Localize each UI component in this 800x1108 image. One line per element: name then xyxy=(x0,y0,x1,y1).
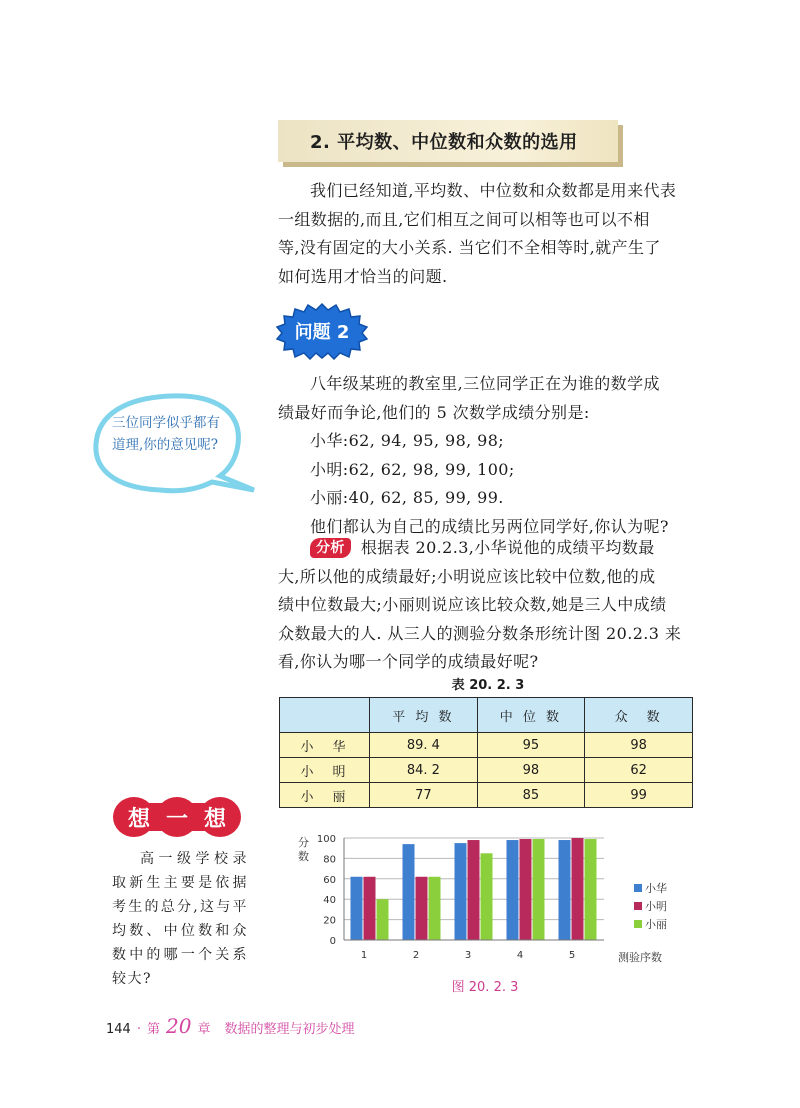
think-title-char: 想 xyxy=(127,806,150,832)
think-text xyxy=(112,847,248,991)
chart-bar xyxy=(429,877,441,940)
chapter-number: 20 xyxy=(165,1014,192,1038)
problem-text xyxy=(278,370,698,541)
bubble-text: 三位同学似乎都有道理,你的意见呢? xyxy=(112,415,220,453)
analysis-paragraph xyxy=(278,534,698,677)
chart-legend-swatch xyxy=(634,920,642,928)
problem-line: 八年级某班的教室里,三位同学正在为谁的数学成 xyxy=(310,374,660,393)
chart-x-tick-label: 2 xyxy=(412,950,420,961)
table-header-cell: 众 数 xyxy=(585,698,693,733)
think-title-char: 想 xyxy=(203,806,226,832)
table-row xyxy=(280,733,693,758)
analysis-line: 看,你认为哪一个同学的成绩最好呢? xyxy=(278,652,539,671)
table-cell: 95 xyxy=(477,733,585,758)
problem-line: 他们都认为自己的成绩比另两位同学好,你认为呢? xyxy=(310,516,669,536)
table-header-cell: 平 均 数 xyxy=(370,698,478,733)
table-cell: 小 丽 xyxy=(280,783,370,808)
intro-line: 等,没有固定的大小关系. 当它们不全相等时,就产生了 xyxy=(278,238,661,257)
chart-bar xyxy=(585,839,597,940)
chart-bar xyxy=(468,840,480,940)
score-line-xiaoming: 小明:62, 62, 98, 99, 100; xyxy=(310,459,515,479)
think-title-text xyxy=(112,795,242,839)
chapter-title: 数据的整理与初步处理 xyxy=(224,1022,355,1037)
chart-y-tick-label: 40 xyxy=(323,895,336,907)
chart-y-tick-label: 20 xyxy=(323,915,336,927)
chart-legend xyxy=(634,881,667,931)
chart-y-tick-label: 80 xyxy=(323,854,336,866)
chart-bar xyxy=(416,877,428,940)
table-cell: 77 xyxy=(370,783,478,808)
table-cell: 98 xyxy=(477,758,585,783)
table-row xyxy=(280,783,693,808)
table-header-cell xyxy=(280,698,370,733)
chart-legend-swatch xyxy=(634,884,642,892)
statistics-table xyxy=(279,697,693,808)
score-line-xiaohua: 小华:62, 94, 95, 98, 98; xyxy=(310,431,505,450)
chart-legend-label: 小华 xyxy=(645,882,667,895)
chart-bar xyxy=(507,840,519,940)
section-heading xyxy=(278,120,618,162)
chart-y-tick-label: 100 xyxy=(316,834,336,845)
intro-line: 我们已经知道,平均数、中位数和众数都是用来代表 xyxy=(310,181,677,200)
table-cell: 85 xyxy=(477,783,585,808)
chart-bar xyxy=(572,838,584,940)
chart-bar xyxy=(364,877,376,940)
table-row xyxy=(280,758,693,783)
table-cell: 小 明 xyxy=(280,758,370,783)
chart-bar xyxy=(533,839,545,940)
problem-badge-label: 问题 2 xyxy=(294,322,350,343)
analysis-tag: 分析 xyxy=(310,538,351,558)
score-line-xiaoli: 小丽:40, 62, 85, 99, 99. xyxy=(310,488,504,507)
problem-line: 绩最好而争论,他们的 5 次数学成绩分别是: xyxy=(278,402,590,422)
table-cell: 62 xyxy=(585,758,693,783)
intro-line: 一组数据的,而且,它们相互之间可以相等也可以不相 xyxy=(278,209,650,229)
analysis-line: 大,所以他的成绩最好;小明说应该比较中位数,他的成 xyxy=(278,566,656,586)
table-cell: 99 xyxy=(585,783,693,808)
bar-chart xyxy=(292,826,692,972)
table-cell: 98 xyxy=(585,733,693,758)
think-text-body: 高一级学校录取新生主要是依据考生的总分,这与平均数、中位数和众数中的哪一个关系较大? xyxy=(112,851,248,987)
section-heading-text: 2. 平均数、中位数和众数的选用 xyxy=(310,132,578,153)
chart-bars xyxy=(351,838,597,940)
chart-bar xyxy=(351,877,363,940)
analysis-first-line xyxy=(278,534,698,563)
chart-legend-label: 小丽 xyxy=(645,918,667,931)
think-title xyxy=(112,795,242,839)
chart-bar xyxy=(455,843,467,940)
chart-x-tick-label: 4 xyxy=(516,950,524,961)
page-footer xyxy=(106,1014,354,1038)
chart-legend-label: 小明 xyxy=(645,900,667,913)
footer-dot: · xyxy=(136,1022,141,1037)
analysis-line: 众数最大的人. 从三人的测验分数条形统计图 20.2.3 来 xyxy=(278,623,682,643)
chart-bar xyxy=(377,899,389,940)
chart-bar xyxy=(559,840,571,940)
chart-bar xyxy=(481,853,493,940)
chart-y-tick-label: 0 xyxy=(329,936,336,947)
chart-xlabel: 测验序数 xyxy=(618,951,662,964)
chart-legend-swatch xyxy=(634,902,642,910)
think-box xyxy=(112,795,248,991)
intro-line: 如何选用才恰当的问题. xyxy=(278,266,448,286)
figure-caption: 图 20. 2. 3 xyxy=(451,980,519,995)
chart-bar xyxy=(403,844,415,940)
thought-bubble xyxy=(86,390,258,498)
chart-x-tick-label: 1 xyxy=(360,950,368,961)
think-title-char: 一 xyxy=(165,806,188,832)
table-header-row xyxy=(280,698,693,733)
problem-badge xyxy=(276,302,368,360)
chapter-prefix: 第 xyxy=(146,1022,160,1037)
table-cell: 84. 2 xyxy=(370,758,478,783)
table-header-cell: 中 位 数 xyxy=(477,698,585,733)
table-cell: 89. 4 xyxy=(370,733,478,758)
chart-bar xyxy=(520,839,532,940)
analysis-first-text: 根据表 20.2.3,小华说他的成绩平均数最 xyxy=(360,538,655,557)
chart-x-tick-label: 5 xyxy=(568,950,576,961)
intro-paragraph xyxy=(278,177,698,291)
chart-ylabel-2: 数 xyxy=(298,850,309,863)
chart-y-tick-label: 60 xyxy=(323,874,336,886)
chapter-suffix: 章 xyxy=(197,1022,211,1037)
table-cell: 小 华 xyxy=(280,733,370,758)
chart-ylabel: 分 xyxy=(298,836,309,849)
analysis-line: 绩中位数最大;小丽则说应该比较众数,她是三人中成绩 xyxy=(278,595,667,614)
table-caption: 表 20. 2. 3 xyxy=(451,678,525,693)
page-number: 144 xyxy=(106,1022,131,1037)
chart-x-tick-label: 3 xyxy=(464,950,472,961)
